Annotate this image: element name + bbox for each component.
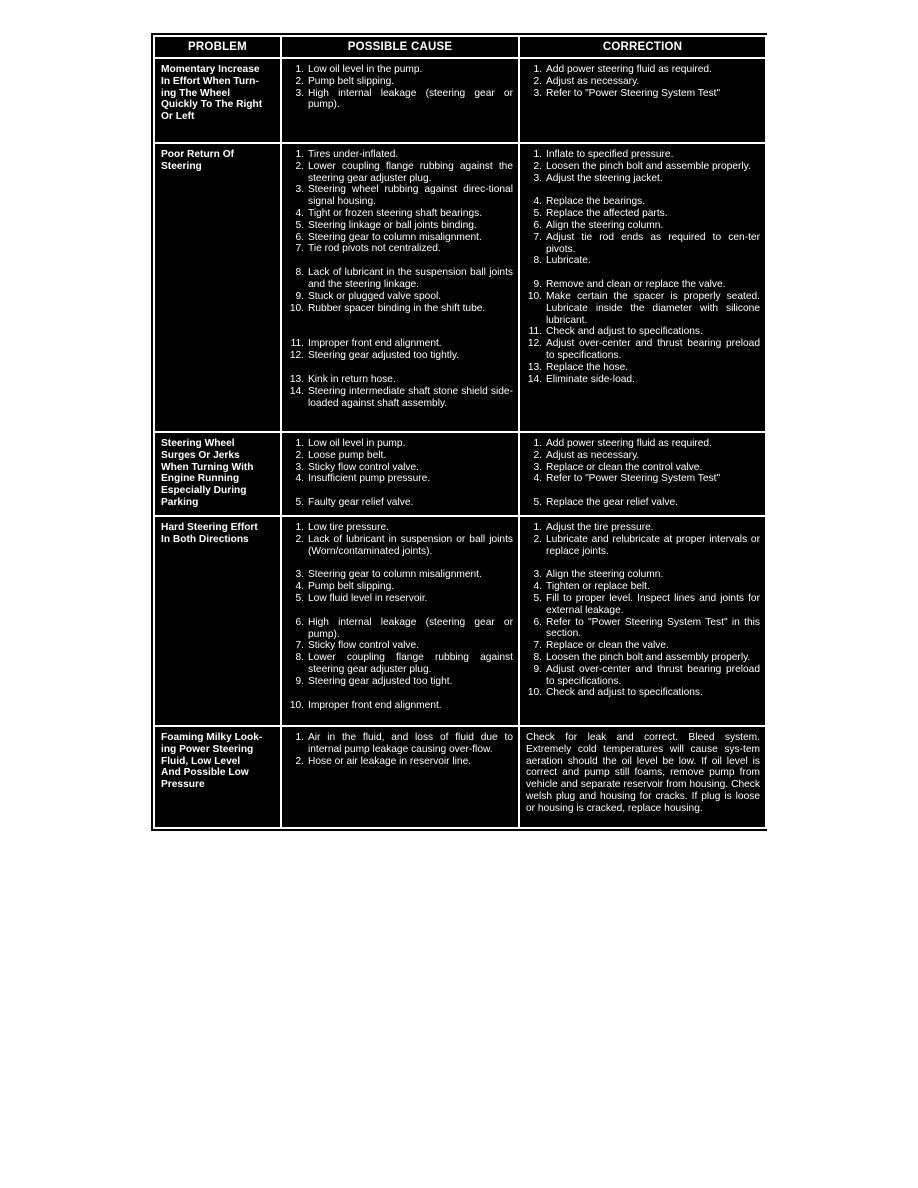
item-text: High internal leakage (steering gear or pump). — [308, 87, 513, 111]
item-number: 8. — [295, 267, 304, 279]
item-text: Fill to proper level. Inspect lines and joints for external leakage. — [546, 592, 760, 616]
item-text: Refer to "Power Steering System Test" — [546, 473, 721, 485]
item-text: Check and adjust to specifications. — [546, 326, 703, 338]
list-item — [524, 522, 760, 534]
item-text: Low fluid level in reservoir. — [308, 592, 428, 604]
item-number: 3. — [295, 87, 304, 99]
item-number: 2. — [533, 449, 542, 461]
item-text: Replace or clean the control valve. — [546, 461, 703, 473]
item-number: 14. — [289, 385, 304, 397]
item-number: 2. — [295, 449, 304, 461]
correction-cell — [519, 516, 766, 726]
item-number: 6. — [295, 231, 304, 243]
problem-cell — [154, 58, 281, 143]
list-item — [524, 617, 760, 641]
item-text: Add power steering fluid as required. — [546, 438, 712, 449]
item-number: 12. — [289, 350, 304, 362]
item-text: Pump belt slipping. — [308, 581, 395, 593]
correction-paragraph: Check for leak and correct. Bleed system. Extremely cold temperatures will cause sys-tem aeration should the oil level be low. If oil level is correct and pump still foams, remove pump from vehicle and separate reservoir from housing. Check welsh plug and housing for cracks. If plug is loose or housing is cracked, replace housing. — [526, 732, 760, 814]
list-item — [286, 497, 513, 509]
list-item — [524, 88, 760, 100]
item-text: Replace the bearings. — [546, 196, 646, 208]
list-item — [286, 473, 513, 485]
item-text: Improper front end alignment. — [308, 699, 442, 711]
table-row — [154, 516, 766, 726]
cause-list — [282, 144, 518, 412]
item-number: 8. — [533, 255, 542, 267]
item-text: Replace the affected parts. — [546, 208, 668, 220]
cause-cell — [281, 58, 519, 143]
correction-list — [520, 433, 765, 512]
list-item — [524, 497, 760, 509]
list-item — [524, 473, 760, 485]
item-number: 6. — [533, 219, 542, 231]
item-number: 10. — [289, 699, 304, 711]
item-number: 9. — [533, 279, 542, 291]
item-text: Lubricate. — [546, 255, 591, 267]
item-number: 7. — [295, 243, 304, 255]
item-number: 11. — [528, 326, 542, 338]
item-text: Adjust as necessary. — [546, 449, 640, 461]
item-number: 5. — [295, 592, 304, 604]
item-number: 1. — [533, 522, 542, 533]
item-text: Tires under-inflated. — [308, 149, 399, 160]
item-number: 5. — [533, 592, 542, 604]
item-number: 1. — [295, 438, 304, 449]
item-text: Low tire pressure. — [308, 522, 389, 533]
item-text: Refer to "Power Steering System Test" in this section. — [546, 616, 760, 640]
list-item — [286, 569, 513, 581]
item-text: Replace the hose. — [546, 361, 629, 373]
item-number: 10. — [527, 687, 542, 699]
item-number: 7. — [533, 640, 542, 652]
item-number: 1. — [295, 522, 304, 533]
list-item — [524, 593, 760, 617]
list-item — [524, 220, 760, 232]
list-item — [286, 303, 513, 315]
item-number: 14. — [527, 373, 542, 385]
item-number: 4. — [295, 473, 304, 485]
item-number: 2. — [295, 75, 304, 87]
list-item — [286, 267, 513, 291]
list-item — [524, 279, 760, 291]
list-item — [286, 676, 513, 688]
item-text: Lubricate and relubricate at proper intervals or replace joints. — [546, 533, 760, 557]
item-text: Replace or clean the valve. — [546, 640, 669, 652]
list-item — [286, 208, 513, 220]
item-text: Adjust over-center and thrust bearing preload to specifications. — [546, 663, 760, 687]
item-number: 1. — [295, 732, 304, 743]
item-text: Eliminate side-load. — [546, 373, 635, 385]
header-row — [154, 36, 766, 58]
correction-list — [520, 517, 765, 702]
item-number: 1. — [533, 149, 542, 160]
list-item — [524, 652, 760, 664]
item-number: 2. — [295, 533, 304, 545]
item-number: 4. — [295, 581, 304, 593]
item-number: 9. — [533, 663, 542, 675]
item-text: Lower coupling flange rubbing against the steering gear adjuster plug. — [308, 160, 513, 184]
list-item — [286, 386, 513, 410]
item-number: 4. — [533, 196, 542, 208]
list-item — [286, 243, 513, 255]
cause-list — [282, 59, 518, 114]
list-item — [524, 291, 760, 326]
list-item — [286, 149, 513, 161]
list-item — [524, 196, 760, 208]
list-item — [524, 64, 760, 76]
item-text: Insufficient pump pressure. — [308, 473, 431, 485]
list-item — [286, 617, 513, 641]
item-text: Tighten or replace belt. — [546, 581, 650, 593]
problem-text: Foaming Milky Look- ing Power Steering Fluid, Low Level And Possible Low Pressure — [161, 732, 263, 791]
item-number: 6. — [295, 616, 304, 628]
list-item — [524, 640, 760, 652]
list-item — [286, 291, 513, 303]
list-item — [524, 173, 760, 185]
list-item — [286, 462, 513, 474]
item-number: 1. — [295, 64, 304, 75]
problem-text: Hard Steering Effort In Both Directions — [161, 522, 258, 545]
cause-list — [282, 433, 518, 512]
item-text: Inflate to specified pressure. — [546, 149, 674, 160]
item-number: 3. — [533, 569, 542, 581]
item-text: Steering wheel rubbing against direc-tional signal housing. — [308, 184, 513, 208]
item-text: Loosen the pinch bolt and assemble properly. — [546, 160, 751, 172]
item-number: 3. — [533, 172, 542, 184]
list-item — [286, 220, 513, 232]
list-item — [286, 76, 513, 88]
table-row — [154, 726, 766, 828]
item-number: 9. — [295, 290, 304, 302]
item-text: Adjust the tire pressure. — [546, 522, 654, 533]
item-number: 5. — [295, 219, 304, 231]
list-item — [286, 756, 513, 768]
list-item — [286, 374, 513, 386]
problem-text: Steering Wheel Surges Or Jerks When Turning With Engine Running Especially During Parking — [161, 438, 254, 508]
item-text: Sticky flow control valve. — [308, 640, 419, 652]
item-text: Pump belt slipping. — [308, 75, 395, 87]
item-text: Steering linkage or ball joints binding. — [308, 219, 477, 231]
item-text: Steering gear adjusted too tightly. — [308, 350, 460, 362]
item-number: 6. — [533, 616, 542, 628]
item-text: Loose pump belt. — [308, 449, 387, 461]
item-text: Align the steering column. — [546, 569, 664, 581]
list-item — [286, 581, 513, 593]
item-text: Replace the gear relief valve. — [546, 497, 678, 509]
list-item — [286, 640, 513, 652]
item-text: Steering gear to column misalignment. — [308, 569, 482, 581]
cause-cell — [281, 516, 519, 726]
item-number: 3. — [295, 184, 304, 196]
item-number: 11. — [290, 338, 304, 350]
list-item — [286, 88, 513, 112]
list-item — [524, 326, 760, 338]
list-item — [524, 687, 760, 699]
item-text: Low oil level in the pump. — [308, 64, 423, 75]
item-text: Make certain the spacer is properly seated. Lubricate inside the diameter with silicone lubricant. — [546, 290, 760, 326]
item-number: 4. — [533, 581, 542, 593]
item-number: 8. — [295, 652, 304, 664]
item-text: Stuck or plugged valve spool. — [308, 290, 442, 302]
list-item — [524, 374, 760, 386]
list-item — [286, 450, 513, 462]
list-item — [524, 208, 760, 220]
list-item — [286, 184, 513, 208]
item-text: Rubber spacer binding in the shift tube. — [308, 302, 486, 314]
item-number: 5. — [533, 497, 542, 509]
item-text: Hose or air leakage in reservoir line. — [308, 755, 472, 767]
correction-cell — [519, 143, 766, 432]
item-text: Steering gear to column misalignment. — [308, 231, 482, 243]
item-text: Kink in return hose. — [308, 373, 396, 385]
item-number: 2. — [295, 755, 304, 767]
list-item — [524, 255, 760, 267]
item-number: 4. — [533, 473, 542, 485]
item-text: Add power steering fluid as required. — [546, 64, 712, 75]
cause-list — [282, 727, 518, 770]
item-text: High internal leakage (steering gear or pump). — [308, 616, 513, 640]
item-number: 5. — [295, 497, 304, 509]
list-item — [524, 664, 760, 688]
list-item — [286, 700, 513, 712]
list-item — [286, 338, 513, 350]
list-item — [524, 149, 760, 161]
item-number: 3. — [295, 569, 304, 581]
list-item — [286, 438, 513, 450]
problem-text: Poor Return Of Steering — [161, 149, 235, 172]
list-item — [286, 232, 513, 244]
problem-cell — [154, 516, 281, 726]
item-number: 2. — [533, 533, 542, 545]
header-problem: PROBLEM — [154, 36, 281, 58]
item-number: 7. — [533, 231, 542, 243]
item-number: 13. — [527, 361, 542, 373]
item-number: 8. — [533, 651, 542, 663]
problem-text: Momentary Increase In Effort When Turn- ing The Wheel Quickly To The Right Or Left — [161, 64, 263, 123]
list-item — [286, 534, 513, 558]
item-number: 10. — [289, 302, 304, 314]
list-item — [286, 161, 513, 185]
list-item — [524, 362, 760, 374]
item-number: 1. — [533, 438, 542, 449]
list-item — [524, 161, 760, 173]
item-text: Steering intermediate shaft stone shield side-loaded against shaft assembly. — [308, 385, 513, 409]
correction-list — [520, 144, 765, 388]
item-number: 5. — [533, 208, 542, 220]
list-item — [524, 438, 760, 450]
list-item — [286, 652, 513, 676]
item-text: Lack of lubricant in the suspension ball joints and the steering linkage. — [308, 267, 513, 290]
item-text: Improper front end alignment. — [308, 338, 442, 350]
list-item — [524, 534, 760, 558]
item-text: Adjust tie rod ends as required to cen-ter pivots. — [546, 231, 760, 255]
list-item — [524, 232, 760, 256]
item-number: 12. — [527, 338, 542, 350]
item-text: Align the steering column. — [546, 219, 664, 231]
item-text: Steering gear adjusted too tight. — [308, 675, 453, 687]
list-item — [524, 450, 760, 462]
correction-cell — [519, 58, 766, 143]
correction-cell — [519, 726, 766, 828]
item-text: Loosen the pinch bolt and assembly properly. — [546, 651, 751, 663]
item-number: 3. — [533, 87, 542, 99]
cause-cell — [281, 726, 519, 828]
correction-cell — [519, 432, 766, 516]
item-number: 9. — [295, 675, 304, 687]
item-text: Refer to "Power Steering System Test" — [546, 87, 721, 99]
item-number: 2. — [533, 160, 542, 172]
item-text: Sticky flow control valve. — [308, 461, 419, 473]
list-item — [286, 522, 513, 534]
item-number: 3. — [533, 461, 542, 473]
table-body — [154, 58, 766, 828]
item-text: Tie rod pivots not centralized. — [308, 243, 441, 255]
item-text: Check and adjust to specifications. — [546, 687, 703, 699]
item-text: Air in the fluid, and loss of fluid due to internal pump leakage causing over-flow. — [308, 732, 513, 755]
correction-list — [520, 59, 765, 102]
table-row — [154, 143, 766, 432]
list-item — [286, 64, 513, 76]
list-item — [524, 76, 760, 88]
cause-cell — [281, 143, 519, 432]
header-possible-cause: POSSIBLE CAUSE — [281, 36, 519, 58]
table-row — [154, 432, 766, 516]
item-text: Adjust the steering jacket. — [546, 172, 663, 184]
item-number: 4. — [295, 207, 304, 219]
item-text: Remove and clean or replace the valve. — [546, 279, 726, 291]
problem-cell — [154, 726, 281, 828]
item-text: Lower coupling flange rubbing against steering gear adjuster plug. — [308, 652, 513, 675]
list-item — [524, 462, 760, 474]
item-number: 2. — [533, 75, 542, 87]
item-text: Low oil level in pump. — [308, 438, 406, 449]
troubleshooting-chart — [151, 33, 767, 831]
problem-cell — [154, 143, 281, 432]
cause-list — [282, 517, 518, 714]
item-number: 1. — [533, 64, 542, 75]
problem-cell — [154, 432, 281, 516]
item-number: 1. — [295, 149, 304, 160]
item-text: Tight or frozen steering shaft bearings. — [308, 207, 483, 219]
item-number: 7. — [295, 640, 304, 652]
list-item — [524, 569, 760, 581]
item-number: 13. — [289, 373, 304, 385]
item-number: 10. — [527, 290, 542, 302]
item-text: Adjust as necessary. — [546, 75, 640, 87]
list-item — [286, 593, 513, 605]
header-correction: CORRECTION — [519, 36, 766, 58]
list-item — [286, 732, 513, 756]
cause-cell — [281, 432, 519, 516]
list-item — [524, 581, 760, 593]
item-number: 2. — [295, 160, 304, 172]
list-item — [286, 350, 513, 362]
item-text: Lack of lubricant in suspension or ball joints (Worn/contaminated joints). — [308, 533, 513, 557]
troubleshooting-table — [153, 35, 767, 829]
item-text: Adjust over-center and thrust bearing preload to specifications. — [546, 338, 760, 361]
list-item — [524, 338, 760, 362]
item-number: 3. — [295, 461, 304, 473]
table-row — [154, 58, 766, 143]
item-text: Faulty gear relief valve. — [308, 497, 414, 509]
